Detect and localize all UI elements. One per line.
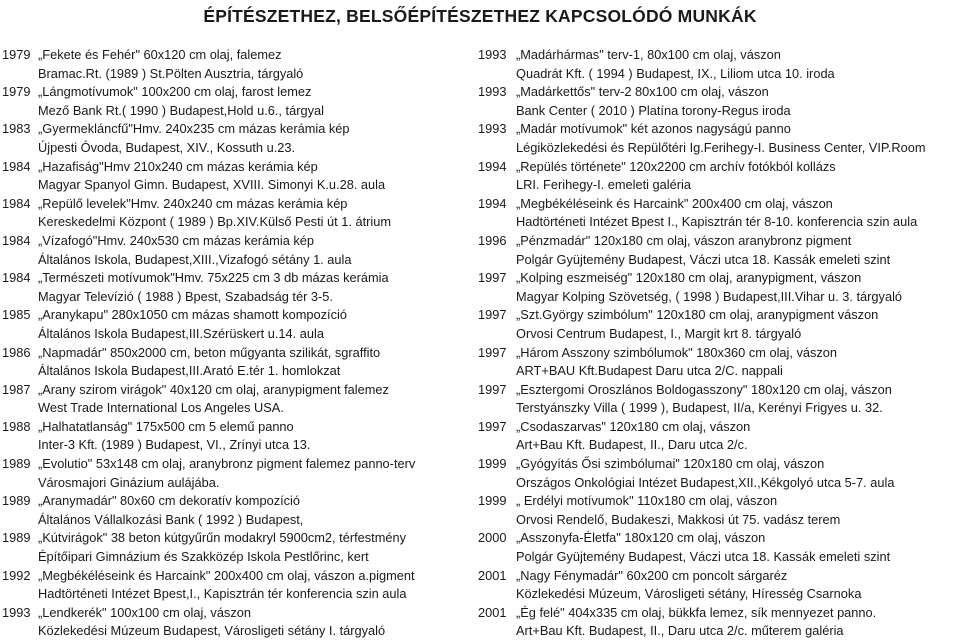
work-description	[38, 83, 464, 120]
work-location-line: Hadtörténeti Intézet Bpest,I., Kapisztrán tér konferencia szin aula	[38, 586, 407, 602]
work-entry	[478, 381, 958, 418]
work-location-line: Art+Bau Kft. Budapest, II., Daru utca 2/c. műterem galéria	[516, 623, 844, 639]
work-description	[516, 46, 958, 83]
work-entry	[2, 381, 464, 418]
work-title-line: „Arany szirom virágok" 40x120 cm olaj, aranypigment falemez	[38, 381, 389, 397]
work-year: 1997	[478, 418, 507, 434]
work-year: 1986	[2, 344, 31, 360]
work-year: 1985	[2, 307, 31, 323]
work-description	[516, 158, 958, 195]
work-year: 1999	[478, 493, 507, 509]
work-year: 1984	[2, 270, 31, 286]
work-location-line: Építőipari Gimnázium és Szakközép Iskola Pestlőrinc, kert	[38, 549, 369, 565]
work-year: 1996	[478, 232, 507, 248]
work-entry	[2, 232, 464, 269]
work-description	[38, 529, 464, 566]
work-description	[38, 492, 464, 529]
work-location-line: Quadrát Kft. ( 1994 ) Budapest, IX., Liliom utca 10. iroda	[516, 65, 835, 81]
works-list-right	[478, 46, 958, 641]
work-description	[516, 83, 958, 120]
work-title-line: „Napmadár" 850x2000 cm, beton műgyanta szilikát, sgraffito	[38, 344, 381, 360]
work-entry	[2, 306, 464, 343]
work-entry	[2, 344, 464, 381]
work-year: 1997	[478, 381, 507, 397]
work-entry	[478, 604, 958, 641]
work-location-line: Hadtörténeti Intézet Bpest I., Kapisztrán tér 8-10. konferencia szin aula	[516, 214, 918, 230]
work-title-line: „Lángmotívumok" 100x200 cm olaj, farost lemez	[38, 84, 312, 100]
work-entry	[2, 529, 464, 566]
work-entry	[2, 46, 464, 83]
work-year: 1993	[478, 84, 507, 100]
work-entry	[2, 83, 464, 120]
work-entry	[478, 158, 958, 195]
work-entry	[2, 455, 464, 492]
work-entry	[478, 120, 958, 157]
work-description	[38, 269, 464, 306]
work-title-line: „Aranymadár" 80x60 cm dekoratív kompozíció	[38, 493, 301, 509]
work-title-line: „Gyermekláncfű"Hmv. 240x235 cm mázas kerámia kép	[38, 121, 350, 137]
work-entry	[478, 232, 958, 269]
work-year: 1997	[478, 307, 507, 323]
work-description	[38, 455, 464, 492]
work-year: 1984	[2, 232, 31, 248]
work-location-line: Orvosi Centrum Budapest, I., Margit krt 8. tárgyaló	[516, 325, 802, 341]
work-description	[516, 344, 958, 381]
work-location-line: Általános Iskola Budapest,III.Arató E.tér 1. homlokzat	[38, 363, 341, 379]
work-location-line: West Trade International Los Angeles USA.	[38, 400, 284, 416]
work-year: 1997	[478, 270, 507, 286]
work-title-line: „Megbékéléseink és Harcaink" 200x400 cm olaj, vászon	[516, 195, 833, 211]
work-year: 1989	[2, 530, 31, 546]
work-year: 1983	[2, 121, 31, 137]
work-location-line: Városmajori Ginázium aulájába.	[38, 474, 220, 490]
work-entry	[2, 492, 464, 529]
work-year: 1994	[478, 158, 507, 174]
work-entry	[478, 46, 958, 83]
work-description	[516, 120, 958, 157]
work-location-line: LRI. Ferihegy-I. emeleti galéria	[516, 177, 691, 193]
work-title-line: „Madárhármas" terv-1, 80x100 cm olaj, vászon	[516, 47, 781, 62]
work-location-line: Polgár Gyüjtemény Budapest, Váczi utca 18. Kassák emeleti szint	[516, 251, 891, 267]
work-description	[516, 418, 958, 455]
work-location-line: Légiközlekedési és Repülőtéri Ig.Ferihegy-I. Business Center, VIP.Room	[516, 139, 926, 155]
work-entry	[2, 604, 464, 641]
work-location-line: Közlekedési Múzeum Budapest, Városligeti sétány I. tárgyaló	[38, 623, 386, 639]
work-title-line: „Madár motívumok" két azonos nagyságú panno	[516, 121, 791, 137]
work-entry	[478, 418, 958, 455]
work-title-line: „Madárkettős" terv-2 80x100 cm olaj, vászon	[516, 84, 769, 100]
work-description	[516, 381, 958, 418]
work-entry	[2, 418, 464, 455]
work-title-line: „Aranykapu" 280x1050 cm mázas shamott kompozíció	[38, 307, 347, 323]
work-entry	[478, 83, 958, 120]
work-entry	[2, 269, 464, 306]
work-location-line: Általános Vállalkozási Bank ( 1992 ) Budapest,	[38, 511, 304, 527]
work-title-line: „Három Asszony szimbólumok" 180x360 cm olaj, vászon	[516, 344, 838, 360]
work-description	[516, 604, 958, 641]
work-location-line: Mező Bank Rt.( 1990 ) Budapest,Hold u.6., tárgyal	[38, 102, 324, 118]
work-year: 1984	[2, 195, 31, 211]
work-entry	[478, 269, 958, 306]
work-title-line: „Evolutio" 53x148 cm olaj, aranybronz pigment falemez panno-terv	[38, 456, 416, 472]
work-description	[38, 306, 464, 343]
work-location-line: Magyar Kolping Szövetség, ( 1998 ) Budapest,III.Vihar u. 3. tárgyaló	[516, 288, 903, 304]
work-year: 1994	[478, 195, 507, 211]
work-year: 1988	[2, 418, 31, 434]
work-year: 1999	[478, 456, 507, 472]
work-year: 2000	[478, 530, 507, 546]
work-entry	[2, 567, 464, 604]
work-location-line: Magyar Televízió ( 1988 ) Bpest, Szabadság tér 3-5.	[38, 288, 333, 304]
work-title-line: „Esztergomi Oroszlános Boldogasszony" 180x120 cm olaj, vászon	[516, 381, 892, 397]
work-year: 1993	[478, 121, 507, 137]
work-title-line: „Kolping eszmeiség" 120x180 cm olaj, aranypigment, vászon	[516, 270, 862, 286]
work-location-line: Általános Iskola, Budapest,XIII.,Vizafogó sétány 1. aula	[38, 251, 352, 267]
work-location-line: Általános Iskola Budapest,III.Szérüskert u.14. aula	[38, 325, 324, 341]
work-description	[38, 604, 464, 641]
work-entry	[2, 120, 464, 157]
work-description	[516, 306, 958, 343]
work-entry	[478, 306, 958, 343]
work-title-line: „Gyógyítás Ősi szimbólumai" 120x180 cm olaj, vászon	[516, 456, 825, 472]
work-description	[38, 158, 464, 195]
work-description	[38, 418, 464, 455]
work-location-line: Art+Bau Kft. Budapest, II., Daru utca 2/c.	[516, 437, 748, 453]
work-location-line: Magyar Spanyol Gimn. Budapest, XVIII. Simonyi K.u.28. aula	[38, 177, 386, 193]
work-location-line: Orvosi Rendelő, Budakeszi, Makkosi út 75. vadász terem	[516, 511, 841, 527]
work-title-line: „Szt.György szimbólum" 120x180 cm olaj, aranypigment vászon	[516, 307, 879, 323]
work-title-line: „Pénzmadár" 120x180 cm olaj, vászon aranybronz pigment	[516, 232, 852, 248]
work-title-line: „Kútvirágok" 38 beton kútgyűrűn modakryl 5900cm2, térfestmény	[38, 530, 407, 546]
work-description	[516, 455, 958, 492]
work-title-line: „Repülő levelek"Hmv. 240x240 cm mázas kerámia kép	[38, 195, 348, 211]
work-location-line: Országos Onkológiai Intézet Budapest,XII.,Kékgolyó utca 5-7. aula	[516, 474, 895, 490]
work-title-line: „Megbékéléseink és Harcaink" 200x400 cm olaj, vászon a.pigment	[38, 567, 415, 583]
work-title-line: „Ég felé" 404x335 cm olaj, bükkfa lemez, sík mennyezet panno.	[516, 604, 877, 620]
work-description	[516, 269, 958, 306]
work-description	[38, 344, 464, 381]
work-description	[38, 567, 464, 604]
work-title-line: „Repülés története" 120x2200 cm archív fotókból kollázs	[516, 158, 836, 174]
work-entry	[2, 158, 464, 195]
work-entry	[478, 492, 958, 529]
work-entry	[478, 195, 958, 232]
work-title-line: „Asszonyfa-Életfa" 180x120 cm olaj, vászon	[516, 530, 766, 546]
work-year: 2001	[478, 604, 507, 620]
works-list-left	[2, 46, 464, 641]
work-year: 1993	[2, 604, 31, 620]
work-location-line: Inter-3 Kft. (1989 ) Budapest, VI., Zrínyi utca 13.	[38, 437, 311, 453]
work-year: 1989	[2, 456, 31, 472]
work-description	[516, 529, 958, 566]
work-description	[516, 195, 958, 232]
work-title-line: „Halhatatlanság" 175x500 cm 5 elemű panno	[38, 418, 294, 434]
work-title-line: „Lendkerék" 100x100 cm olaj, vászon	[38, 604, 251, 620]
work-location-line: Kereskedelmi Központ ( 1989 ) Bp.XIV.Külső Pesti út 1. átrium	[38, 214, 392, 230]
work-description	[516, 492, 958, 529]
work-title-line: „Nagy Fénymadár" 60x200 cm poncolt sárgaréz	[516, 567, 788, 583]
work-year: 1984	[2, 158, 31, 174]
work-title-line: „ Erdélyi motívumok" 110x180 cm olaj, vászon	[516, 493, 778, 509]
work-title-line: „Fekete és Fehér" 60x120 cm olaj, falemez	[38, 47, 282, 62]
work-description	[38, 232, 464, 269]
work-entry	[2, 195, 464, 232]
work-year: 1979	[2, 84, 31, 100]
work-year: 1993	[478, 47, 507, 62]
work-entry	[478, 567, 958, 604]
work-entry	[478, 529, 958, 566]
work-entry	[478, 455, 958, 492]
work-location-line: ART+BAU Kft.Budapest Daru utca 2/C. nappali	[516, 363, 783, 379]
work-year: 1987	[2, 381, 31, 397]
work-description	[38, 195, 464, 232]
work-location-line: Közlekedési Múzeum, Városligeti sétány, Híresség Csarnoka	[516, 586, 862, 602]
work-entry	[478, 344, 958, 381]
work-description	[516, 567, 958, 604]
work-location-line: Polgár Gyüjtemény Budapest, Váczi utca 18. Kassák emeleti szint	[516, 549, 891, 565]
work-year: 1979	[2, 47, 31, 62]
page-title: ÉPÍTÉSZETHEZ, BELSŐÉPÍTÉSZETHEZ KAPCSOLÓDÓ MUNKÁK	[203, 6, 757, 26]
work-year: 2001	[478, 567, 507, 583]
work-location-line: Terstyánszky Villa ( 1999 ), Budapest, II/a, Kerényi Frigyes u. 32.	[516, 400, 883, 416]
work-year: 1992	[2, 567, 31, 583]
work-title-line: „Vízafogó"Hmv. 240x530 cm mázas kerámia kép	[38, 232, 314, 248]
work-title-line: „Természeti motívumok"Hmv. 75x225 cm 3 db mázas kerámia	[38, 270, 389, 286]
work-description	[38, 46, 464, 83]
work-title-line: „Csodaszarvas" 120x180 cm olaj, vászon	[516, 418, 751, 434]
work-title-line: „Hazafiság"Hmv 210x240 cm mázas kerámia kép	[38, 158, 318, 174]
work-location-line: Bank Center ( 2010 ) Platína torony-Regus iroda	[516, 102, 791, 118]
work-description	[516, 232, 958, 269]
work-description	[38, 120, 464, 157]
work-location-line: Bramac.Rt. (1989 ) St.Pölten Ausztria, tárgyaló	[38, 65, 304, 81]
work-year: 1989	[2, 493, 31, 509]
work-location-line: Újpesti Óvoda, Budapest, XIV., Kossuth u.23.	[38, 139, 296, 155]
work-year: 1997	[478, 344, 507, 360]
work-description	[38, 381, 464, 418]
